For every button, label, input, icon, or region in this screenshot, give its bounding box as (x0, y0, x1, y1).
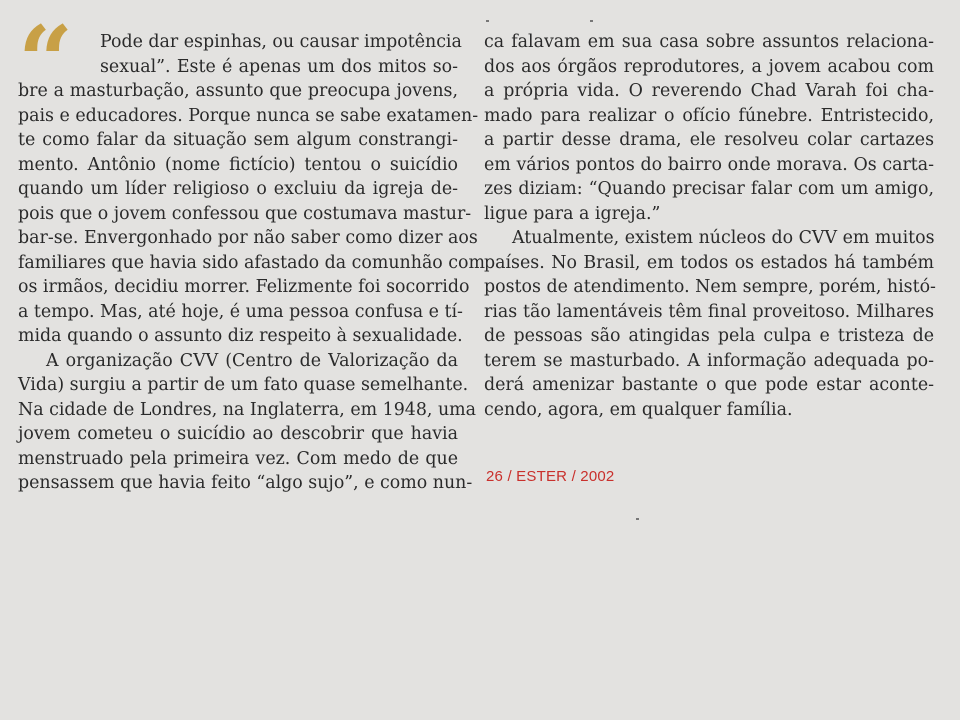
text-line: bre a masturbação, assunto que preocupa jovens, (18, 81, 458, 101)
text-line: pois que o jovem confessou que costumava mastur- (18, 203, 472, 224)
text-line: ligue para a igreja.” (484, 203, 661, 224)
text-line: Pode dar espinhas, ou causar impotência (100, 32, 462, 52)
scan-speck (486, 20, 489, 22)
text-line: Vida) surgiu a partir de um fato quase semelhante. (18, 375, 469, 395)
text-line: zes diziam: “Quando precisar falar com um amigo, (484, 179, 934, 199)
text-line: sexual”. Este é apenas um dos mitos so- (100, 56, 458, 77)
left-text-column (18, 30, 486, 496)
text-line: em vários pontos do bairro onde morava. Os carta- (484, 154, 934, 175)
text-line: quando um líder religioso o excluiu da igreja de- (18, 179, 458, 199)
text-line: de pessoas são atingidas pela culpa e tristeza de (484, 326, 934, 346)
text-line: ca falavam em sua casa sobre assuntos relaciona- (484, 32, 934, 52)
text-line: países. No Brasil, em todos os estados há também (484, 252, 934, 273)
text-line: jovem cometeu o suicídio ao descobrir que havia (18, 424, 458, 444)
right-text-column (484, 30, 934, 422)
text-line: pensassem que havia feito “algo sujo”, e como nun- (18, 473, 473, 493)
text-line: a partir desse drama, ele resolveu colar cartazes (484, 130, 934, 150)
text-line: mento. Antônio (nome fictício) tentou o suicídio (18, 154, 458, 175)
text-line: te como falar da situação sem algum constrangi- (18, 130, 458, 150)
text-line: bar-se. Envergonhado por não saber como dizer aos (18, 228, 478, 248)
text-line: rias tão lamentáveis têm final proveitoso. Milhares (484, 301, 934, 322)
text-line: mida quando o assunto diz respeito à sexualidade. (18, 326, 463, 346)
text-line: Na cidade de Londres, na Inglaterra, em 1948, uma (18, 399, 476, 420)
text-line: familiares que havia sido afastado da comunhão com (18, 252, 486, 273)
scan-speck (590, 20, 593, 22)
text-line: mado para realizar o ofício fúnebre. Entristecido, (484, 105, 934, 126)
opening-quote-mark: “ (18, 5, 66, 118)
text-line: a própria vida. O reverendo Chad Varah foi cha- (484, 81, 934, 101)
text-line: cendo, agora, em qualquer família. (484, 399, 793, 420)
page-footer: 26 / ESTER / 2002 (486, 468, 615, 485)
text-line: pais e educadores. Porque nunca se sabe exatamen- (18, 105, 479, 126)
text-line: A organização CVV (Centro de Valorização da (46, 350, 458, 371)
text-line: Atualmente, existem núcleos do CVV em muitos (512, 228, 935, 248)
text-line: os irmãos, decidiu morrer. Felizmente foi socorrido (18, 277, 470, 297)
text-line: derá amenizar bastante o que pode estar aconte- (484, 375, 934, 395)
scan-speck (636, 518, 639, 520)
text-line: menstruado pela primeira vez. Com medo de que (18, 448, 458, 469)
text-line: terem se masturbado. A informação adequada po- (484, 350, 934, 371)
text-line: a tempo. Mas, até hoje, é uma pessoa confusa e tí- (18, 301, 463, 322)
text-line: dos aos órgãos reprodutores, a jovem acabou com (484, 56, 934, 77)
text-line: postos de atendimento. Nem sempre, porém, histó- (484, 277, 936, 297)
